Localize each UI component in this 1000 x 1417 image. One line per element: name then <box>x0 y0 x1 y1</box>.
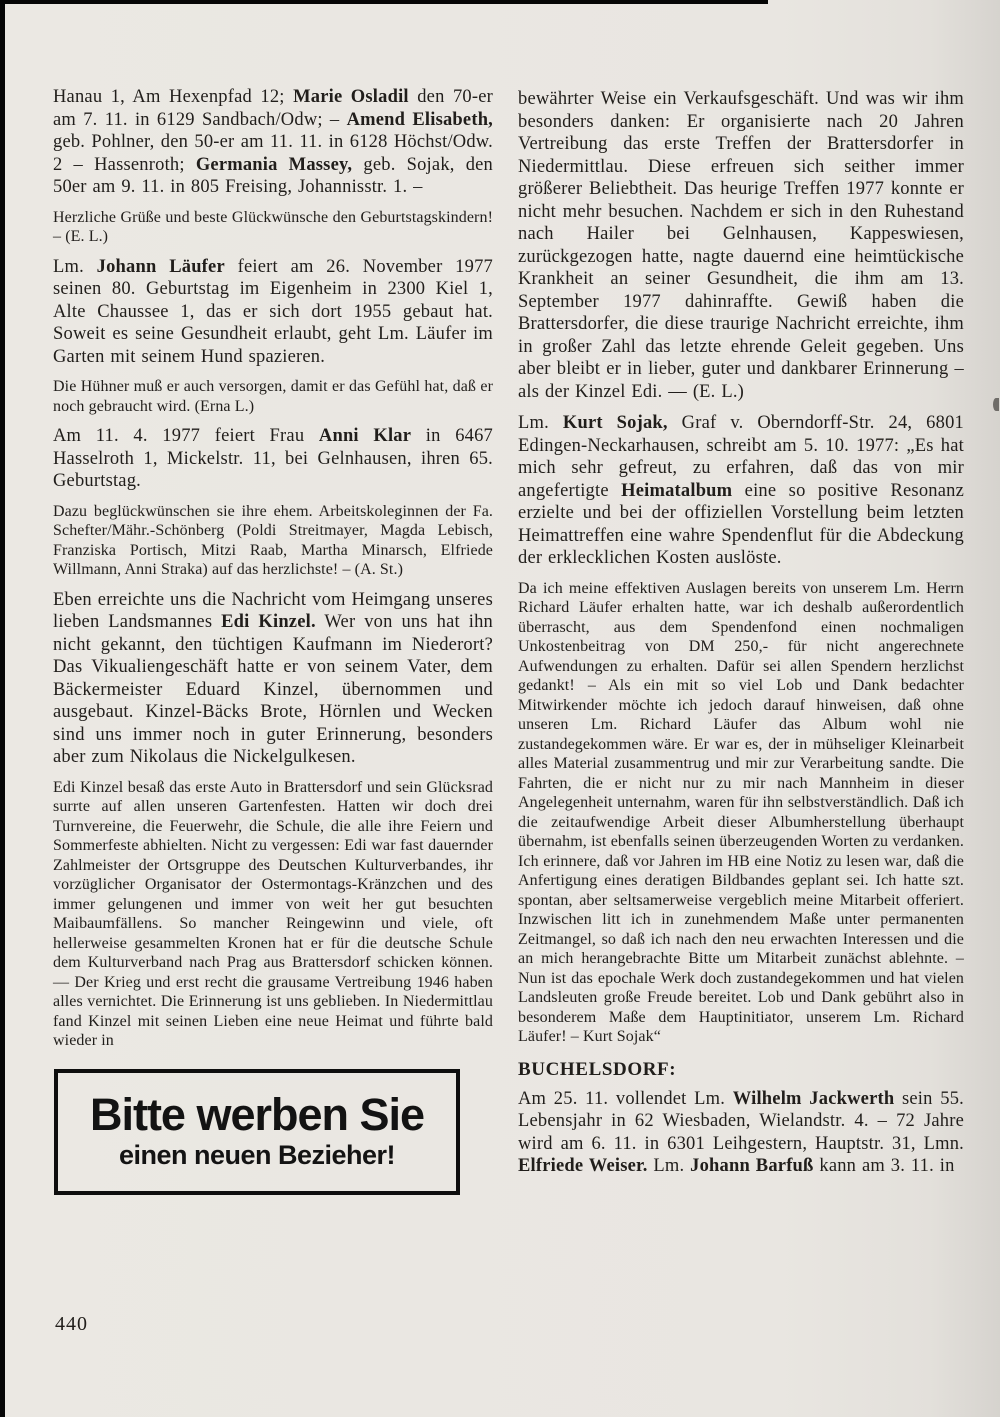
entry-birthdays-main: Hanau 1, Am Hexenpfad 12; Marie Osladil den 70-er am 7. 11. in 6129 Sandbach/Odw; – Amend Elisabeth, geb. Pohlner, den 50-er am 11. 11. in 6128 Höchst/Odw. 2 – Hassenroth; Germania Massey, geb. Sojak, den 50er am 9. 11. in 805 Freising, Johannisstr. 1. – <box>53 87 494 197</box>
entry-buchelsdorf-main: Am 25. 11. vollendet Lm. Wilhelm Jackwerth sein 55. Lebensjahr in 62 Wiesbaden, Wielandstr. 4. – 72 Jahre wird am 6. 11. in 6301 Leihgestern, Hauptstr. 31, Lmn. Elfriede Weiser. Lm. Johann Barfuß kann am 3. 11. in <box>518 1088 964 1176</box>
entry-edi-kinzel-note: Edi Kinzel besaß das erste Auto in Brattersdorf und sein Glücksrad surrte auf allen unseren Gartenfesten. Hatten wir doch drei Turnvereine, die Feuerwehr, die Schule, die alle ihre Feiern und Sommerfeste abhielten. Nicht zu vergessen: Edi war fast dauernder Zahlmeister der Ortsgruppe des Deutschen Kulturverbandes, ihr vorzüglicher Organisator der Ostermontags-Kränzchen und des immer gelungenen und immer von weit her gut besuchten Maibaumfällens. So mancher Reingewinn und viele, oft hellerweise gesammelten Kronen hat er für die deutsche Schule dem Kulturverband nach Prag aus Brattersdorf schicken können. — Der Krieg und erst recht die grausame Vertreibung 1946 haben alles vernichtet. Die Erinnerung ist uns geblieben. In Niedermittlau fand Kinzel mit seinen Lieben eine neue Heimat und führte bald wieder in <box>53 778 493 1049</box>
entry-anni-klar-note: Dazu beglückwünschen sie ihre ehem. Arbeitskoleginnen der Fa. Schefter/Mähr.-Schönberg (Poldi Streitmayer, Magda Lebisch, Franziska Portisch, Mitzi Raab, Martha Minarsch, Elfriede Willmann, Anni Straka) auf das herzlichste! – (A. St.) <box>53 502 493 578</box>
entry-edi-kinzel-main: Eben erreichte uns die Nachricht vom Heimgang unseres lieben Landsmannes Edi Kinzel. Wer von uns hat ihn nicht gekannt, den tüchtigen Kaufmann im Niederort? Das Vikualiengeschäft hatte er von seinem Vater, dem Bäckermeister Eduard Kinzel, übernommen und ausgebaut. Kinzel-Bäcks Brote, Hörnlen und Wecken sind uns immer noch in guter Erinnerung, besonders aber zum Nikolaus die Nickelgulkesen. <box>53 589 493 767</box>
right-column <box>518 88 964 1187</box>
section-heading-buchelsdorf: BUCHELSDORF: <box>518 1058 677 1080</box>
page-number: 440 <box>55 1313 88 1335</box>
left-column <box>53 86 493 1195</box>
entry-johann-laeufer-main: Lm. Johann Läufer feiert am 26. November 1977 seinen 80. Geburtstag im Eigenheim in 2300 Kiel 1, Alte Chaussee 1, das er sich dort 1955 gebaut hat. Soweit es seine Gesundheit erlaubt, geht Lm. Läufer im Garten mit seinem Hund spazieren. <box>53 256 493 367</box>
entry-kurt-sojak-letter-note: Da ich meine effektiven Auslagen bereits von unserem Lm. Herrn Richard Läufer erhalten hatte, war ich deshalb außerordentlich überrascht, aus dem Spendenfond einen nochmaligen Unkostenbeitrag von DM 250,- für nicht angerechnete Aufwendungen zu erhalten. Dafür sei allen Spendern herzlichst gedankt! – Als ein mit so viel Lob und Dank bedachter Mitwirkender möchte ich jedoch darauf hinweisen, daß ohne unseren Lm. Richard Läufer das Album wohl nie zustandegekommen wäre. Er war es, der in mühseliger Kleinarbeit alles Material zusammentrug und mir zur Verarbeitung sandte. Die Fahrten, die er nicht nur zu mir nach Mannheim in dieser Angelegenheit unternahm, waren für ihn selbstverständlich. Daß ich die zeitaufwendige Arbeit dieser Albumherstellung überhaupt übernahm, ist ebenfalls seinen überzeugenden Worten zu verdanken. Ich erinnere, daß vor Jahren im HB eine Notiz zu lesen war, daß die Anfertigung eines deratigen Bildbandes geplant sei. Ich hatte szt. spontan, aber seltsamerweise vergeblich meine Mitarbeit offeriert. Inzwischen litt ich in zunehmendem Maße unter permanenten Zeitmangel, so daß ich nach den neu erwachten Interessen und die an mich herangebrachte Bitte um Mitarbeit zunächst ablehnte. – Nun ist das epochale Werk doch zustandegekommen und hat vielen Landsleuten große Freude bereitet. Lob und Dank gebührt also in besonderem Maße dem Hauptinitiator, unserem Lm. Richard Läufer! – Kurt Sojak“ <box>518 579 964 1045</box>
ad-subline: einen neuen Bezieher! <box>118 1140 396 1171</box>
scan-speck <box>993 398 999 411</box>
entry-kinzel-obituary-continuation: bewährter Weise ein Verkaufsgeschäft. Und was wir ihm besonders danken: Er organisierte nach 20 Jahren Vertreibung das erste Treffen der Brattersdorfer in Niedermittlau. Diese erfreuen sich seither immer größerer Beliebtheit. Das heurige Treffen 1977 konnte er nicht mehr besuchen. Nachdem er sich in den Ruhestand nach Hailer bei Gelnhausen, Kappeswiesen, zurückgezogen hatte, nagte dauernd eine heimtückische Krankheit an seiner Gesundheit, die ihm am 13. September 1977 dahinraffte. Gewiß haben die Brattersdorfer, die diese traurige Nachricht erreichte, ihm in großer Zahl das letzte ehrende Geleit gegeben. Uns aber bleibt er in lieber, guter und dankbarer Erinnerung – als der Kinzel Edi. — (E. L.) <box>518 89 964 402</box>
scan-edge-top-line <box>0 0 768 4</box>
scan-edge-left-bar <box>0 0 5 1417</box>
entry-anni-klar-main: Am 11. 4. 1977 feiert Frau Anni Klar in 6467 Hasselroth 1, Mickelstr. 11, bei Gelnhausen, ihren 65. Geburtstag. <box>53 426 494 491</box>
subscription-ad-box <box>54 1069 460 1195</box>
entry-kurt-sojak-main: Lm. Kurt Sojak, Graf v. Oberndorff-Str. 24, 6801 Edingen-Neckarhausen, schreibt am 5. 10. 1977: „Es hat mich sehr gefreut, zu erfahren, daß das von mir angefertigte Heimatalbum eine so positive Resonanz erzielte und bei der offiziellen Vorstellung beim letzten Heimattreffen eine wahre Spendenflut für die Abdeckung der erklecklichen Kosten auslöste. <box>518 413 965 568</box>
ad-headline: Bitte werben Sie <box>89 1088 425 1140</box>
entry-johann-laeufer-note: Die Hühner muß er auch versorgen, damit er das Gefühl hat, daß er noch gebraucht wird. (Erna L.) <box>53 378 493 415</box>
entry-birthdays-note: Herzliche Grüße und beste Glückwünsche den Geburtstagskindern! – (E. L.) <box>53 208 493 245</box>
